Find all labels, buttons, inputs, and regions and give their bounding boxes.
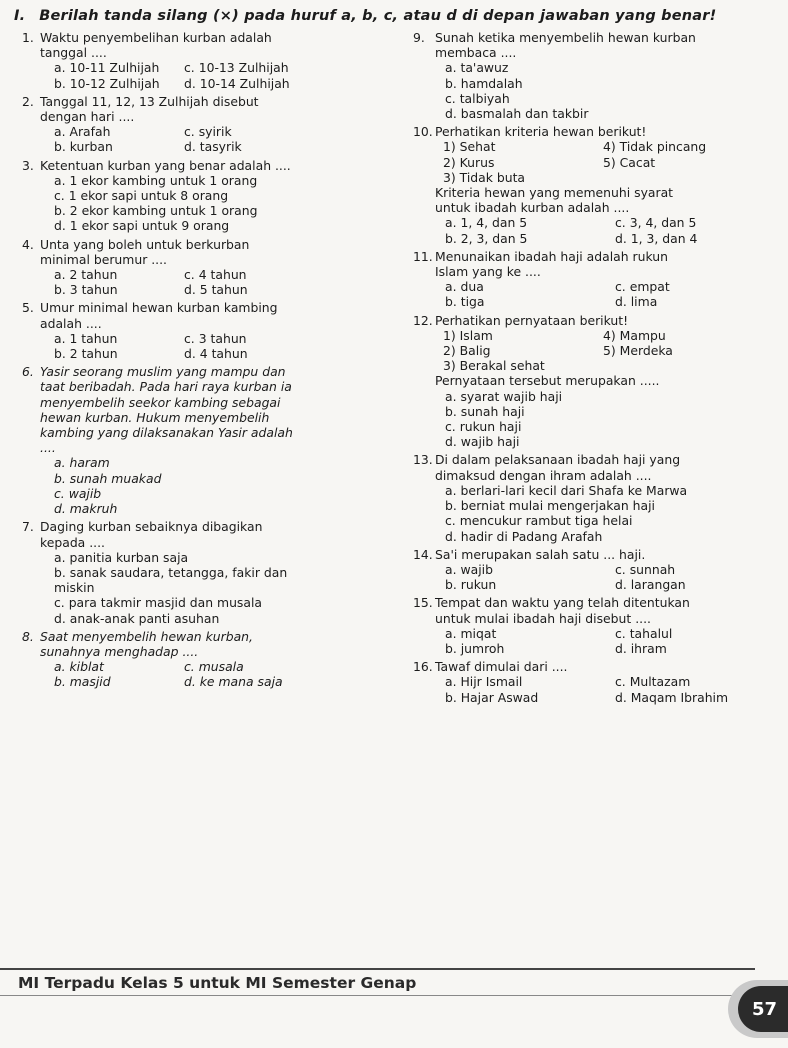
criteria-item: 4) Tidak pincang <box>603 139 707 155</box>
answer-option: c. talbiyah <box>445 90 510 106</box>
answer-option: a. 10-11 Zulhijah <box>54 60 160 76</box>
answer-row <box>22 282 402 297</box>
question <box>22 629 402 690</box>
stem-line: Ketentuan kurban yang benar adalah .... <box>40 157 291 173</box>
criteria-item: 5) Cacat <box>603 154 656 170</box>
answer-option: c. rukun haji <box>445 419 522 435</box>
question-number: 10. <box>413 124 433 140</box>
answer-row <box>413 279 768 294</box>
answer-option: d. larangan <box>615 577 686 593</box>
answer-row <box>22 346 402 361</box>
answer-option: a. miqat <box>445 625 497 641</box>
section-number: I. <box>14 8 26 24</box>
criteria-item: 2) Balig <box>443 343 491 359</box>
question <box>413 659 768 705</box>
question-stem <box>22 30 402 60</box>
answer-option: d. 1, 3, dan 4 <box>615 230 698 246</box>
answer-option: b. berniat mulai mengerjakan haji <box>445 498 655 514</box>
answer-option: d. 1 ekor sapi untuk 9 orang <box>54 218 230 234</box>
question <box>413 249 768 310</box>
stem-line: Daging kurban sebaiknya dibagikan <box>40 519 263 535</box>
criteria-row <box>413 139 768 154</box>
answer-row <box>413 626 768 641</box>
stem-line: kepada .... <box>40 534 105 550</box>
question-stem-continued <box>413 373 768 388</box>
stem-line: Tanggal 11, 12, 13 Zulhijah disebut <box>40 93 259 109</box>
answer-option: miskin <box>54 580 95 596</box>
instruction-text: Berilah tanda silang (×) pada huruf a, b, c, atau d di depan jawaban yang benar! <box>39 8 717 24</box>
answer-option: d. wajib haji <box>445 434 520 450</box>
stem-line: Saat menyembelih hewan kurban, <box>40 628 253 644</box>
criteria-item: 3) Tidak buta <box>443 169 526 185</box>
footer-divider <box>0 968 755 970</box>
right-column <box>413 30 768 708</box>
criteria-row <box>413 343 768 358</box>
answer-row <box>413 674 768 689</box>
answer-option: c. 3, 4, dan 5 <box>615 215 697 231</box>
answer-option: b. kurban <box>54 139 113 155</box>
question <box>22 237 402 298</box>
answer-option: a. Arafah <box>54 124 111 140</box>
stem-line: membaca .... <box>435 45 517 61</box>
question-number: 6. <box>22 364 34 380</box>
answer-option: a. kiblat <box>54 659 104 675</box>
answer-row <box>22 60 402 75</box>
answer-option: c. sunnah <box>615 561 676 577</box>
answer-row <box>22 267 402 282</box>
answer-option: d. 4 tahun <box>184 346 248 362</box>
stem-line: adalah .... <box>40 315 102 331</box>
answer-option: b. sunah muakad <box>54 470 162 486</box>
question-stem <box>22 629 402 659</box>
question <box>22 158 402 234</box>
answer-option: d. hadir di Padang Arafah <box>445 528 603 544</box>
question-stem <box>22 237 402 267</box>
answer-option: c. syirik <box>184 124 232 140</box>
question-stem <box>22 519 402 549</box>
answer-option: c. 4 tahun <box>184 267 247 283</box>
question-number: 1. <box>22 30 34 45</box>
answer-option: a. 1 tahun <box>54 330 118 346</box>
question <box>413 124 768 246</box>
stem-line: Yasir seorang muslim yang mampu dan <box>40 364 286 380</box>
stem-line: Sunah ketika menyembelih hewan kurban <box>435 30 696 45</box>
question-stem <box>413 249 768 279</box>
answer-option: a. 1 ekor kambing untuk 1 orang <box>54 172 258 188</box>
answer-option: a. ta'awuz <box>445 60 509 76</box>
question-number: 12. <box>413 312 433 328</box>
answer-row <box>413 562 768 577</box>
question-stem <box>413 659 768 674</box>
answer-option: c. Multazam <box>615 674 691 690</box>
answer-option: b. hamdalah <box>445 75 523 91</box>
stem-line: Tawaf dimulai dari .... <box>435 659 568 675</box>
stem-line: kambing yang dilaksanakan Yasir adalah <box>40 425 293 441</box>
criteria-item: 1) Islam <box>443 327 493 343</box>
answer-option: d. 5 tahun <box>184 282 248 298</box>
answer-row <box>413 215 768 230</box>
answer-option: b. 2 tahun <box>54 346 118 362</box>
answer-option: b. jumroh <box>445 640 505 656</box>
question-stem <box>413 547 768 562</box>
answer-row <box>22 76 402 91</box>
criteria-row <box>413 328 768 343</box>
question-number: 16. <box>413 659 433 675</box>
stem-line: hewan kurban. Hukum menyembelih <box>40 409 270 425</box>
answer-option: d. makruh <box>54 501 118 517</box>
answer-row <box>413 690 768 705</box>
footer-bar <box>0 995 740 996</box>
answer-row <box>22 331 402 346</box>
question-stem <box>22 364 402 455</box>
answer-option: a. 1, 4, dan 5 <box>445 215 528 231</box>
question <box>413 313 768 450</box>
question-stem <box>413 452 768 482</box>
question-number: 9. <box>413 30 425 45</box>
answer-option: d. lima <box>615 294 658 310</box>
question <box>413 595 768 656</box>
question-number: 13. <box>413 452 433 468</box>
answer-option: c. 10-13 Zulhijah <box>184 60 289 76</box>
answer-option: a. dua <box>445 279 484 295</box>
question <box>22 519 402 625</box>
answer-option: c. 3 tahun <box>184 330 247 346</box>
stem-line: Tempat dan waktu yang telah ditentukan <box>435 595 690 611</box>
answer-row <box>22 674 402 689</box>
stem-line: taat beribadah. Pada hari raya kurban ia <box>40 379 292 395</box>
answer-option: a. wajib <box>445 561 493 577</box>
answer-option: d. Maqam Ibrahim <box>615 689 729 705</box>
question-number: 2. <box>22 93 34 109</box>
criteria-row <box>413 155 768 170</box>
question-stem <box>22 300 402 330</box>
stem-line: sunahnya menghadap .... <box>40 643 199 659</box>
answer-option: d. 10-14 Zulhijah <box>184 75 290 91</box>
answer-option: d. tasyrik <box>184 139 242 155</box>
answer-option: a. 2 tahun <box>54 267 118 283</box>
answer-option: a. berlari-lari kecil dari Shafa ke Marwa <box>445 482 688 498</box>
question-number: 11. <box>413 248 433 264</box>
answer-option: c. mencukur rambut tiga helai <box>445 513 633 529</box>
answer-option: a. panitia kurban saja <box>54 549 189 565</box>
answer-option: b. 10-12 Zulhijah <box>54 75 160 91</box>
stem-line: untuk mulai ibadah haji disebut .... <box>435 610 651 626</box>
answer-option: a. Hijr Ismail <box>445 674 523 690</box>
answer-option: b. masjid <box>54 674 111 690</box>
question <box>22 364 402 516</box>
answer-row <box>22 139 402 154</box>
answer-row <box>22 659 402 674</box>
answer-option: c. wajib <box>54 485 102 501</box>
question-number: 14. <box>413 546 433 562</box>
stem-line: dimaksud dengan ihram adalah .... <box>435 467 652 483</box>
question-stem <box>413 313 768 328</box>
question <box>413 547 768 593</box>
stem-line: Waktu penyembelihan kurban adalah <box>40 30 272 45</box>
question-stem <box>22 158 402 173</box>
instruction-header <box>14 8 716 24</box>
stem-line: Kriteria hewan yang memenuhi syarat <box>435 185 674 201</box>
question-number: 3. <box>22 157 34 173</box>
criteria-item: 3) Berakal sehat <box>443 358 545 374</box>
footer-title: MI Terpadu Kelas 5 untuk MI Semester Genap <box>18 974 417 992</box>
answer-option: c. tahalul <box>615 625 673 641</box>
question <box>413 30 768 121</box>
answer-row <box>413 577 768 592</box>
stem-line: dengan hari .... <box>40 109 135 125</box>
question-stem <box>413 595 768 625</box>
answer-option: b. sunah haji <box>445 403 525 419</box>
criteria-row <box>413 358 768 373</box>
question-stem-continued <box>413 185 768 215</box>
question-number: 15. <box>413 595 433 611</box>
answer-option: b. sanak saudara, tetangga, fakir dan <box>54 564 288 580</box>
question-stem <box>413 124 768 139</box>
answer-option: b. 2, 3, dan 5 <box>445 230 528 246</box>
stem-line: minimal berumur .... <box>40 251 167 267</box>
left-column <box>22 30 402 693</box>
question-number: 8. <box>22 628 34 644</box>
question-stem <box>413 30 768 60</box>
question-number: 7. <box>22 519 34 535</box>
answer-option: b. 3 tahun <box>54 282 118 298</box>
answer-row <box>413 294 768 309</box>
answer-option: d. anak-anak panti asuhan <box>54 610 220 626</box>
answer-option: d. ke mana saja <box>184 674 283 690</box>
page-number: 57 <box>738 986 788 1032</box>
stem-line: Perhatikan pernyataan berikut! <box>435 312 629 328</box>
stem-line: tanggal .... <box>40 45 107 61</box>
answer-option: b. tiga <box>445 294 485 310</box>
criteria-row <box>413 170 768 185</box>
answer-option: a. syarat wajib haji <box>445 388 563 404</box>
answer-option: b. Hajar Aswad <box>445 689 539 705</box>
answer-option: b. rukun <box>445 577 497 593</box>
answer-option: b. 2 ekor kambing untuk 1 orang <box>54 203 258 219</box>
criteria-item: 5) Merdeka <box>603 343 673 359</box>
criteria-item: 4) Mampu <box>603 327 666 343</box>
answer-option: c. para takmir masjid dan musala <box>54 595 263 611</box>
question-number: 5. <box>22 300 34 316</box>
question-stem <box>22 94 402 124</box>
stem-line: Di dalam pelaksanaan ibadah haji yang <box>435 452 681 468</box>
question <box>22 30 402 91</box>
stem-line: Menunaikan ibadah haji adalah rukun <box>435 248 668 264</box>
answer-option: d. basmalah dan takbir <box>445 106 589 122</box>
stem-line: .... <box>40 440 56 456</box>
stem-line: Pernyataan tersebut merupakan ..... <box>435 373 660 389</box>
question-number: 4. <box>22 236 34 252</box>
stem-line: Islam yang ke .... <box>435 264 541 280</box>
criteria-item: 2) Kurus <box>443 154 495 170</box>
stem-line: Umur minimal hewan kurban kambing <box>40 300 278 316</box>
question <box>413 452 768 543</box>
answer-option: c. empat <box>615 279 670 295</box>
question <box>22 300 402 361</box>
answer-row <box>413 641 768 656</box>
answer-option: c. 1 ekor sapi untuk 8 orang <box>54 188 229 204</box>
stem-line: menyembelih seekor kambing sebagai <box>40 394 281 410</box>
stem-line: Sa'i merupakan salah satu ... haji. <box>435 546 646 562</box>
answer-row <box>413 231 768 246</box>
answer-row <box>22 124 402 139</box>
stem-line: Perhatikan kriteria hewan berikut! <box>435 124 647 140</box>
question <box>22 94 402 155</box>
stem-line: untuk ibadah kurban adalah .... <box>435 200 630 216</box>
answer-option: c. musala <box>184 659 244 675</box>
answer-option: a. haram <box>54 455 110 471</box>
answer-option: d. ihram <box>615 640 667 656</box>
criteria-item: 1) Sehat <box>443 139 496 155</box>
stem-line: Unta yang boleh untuk berkurban <box>40 236 250 252</box>
